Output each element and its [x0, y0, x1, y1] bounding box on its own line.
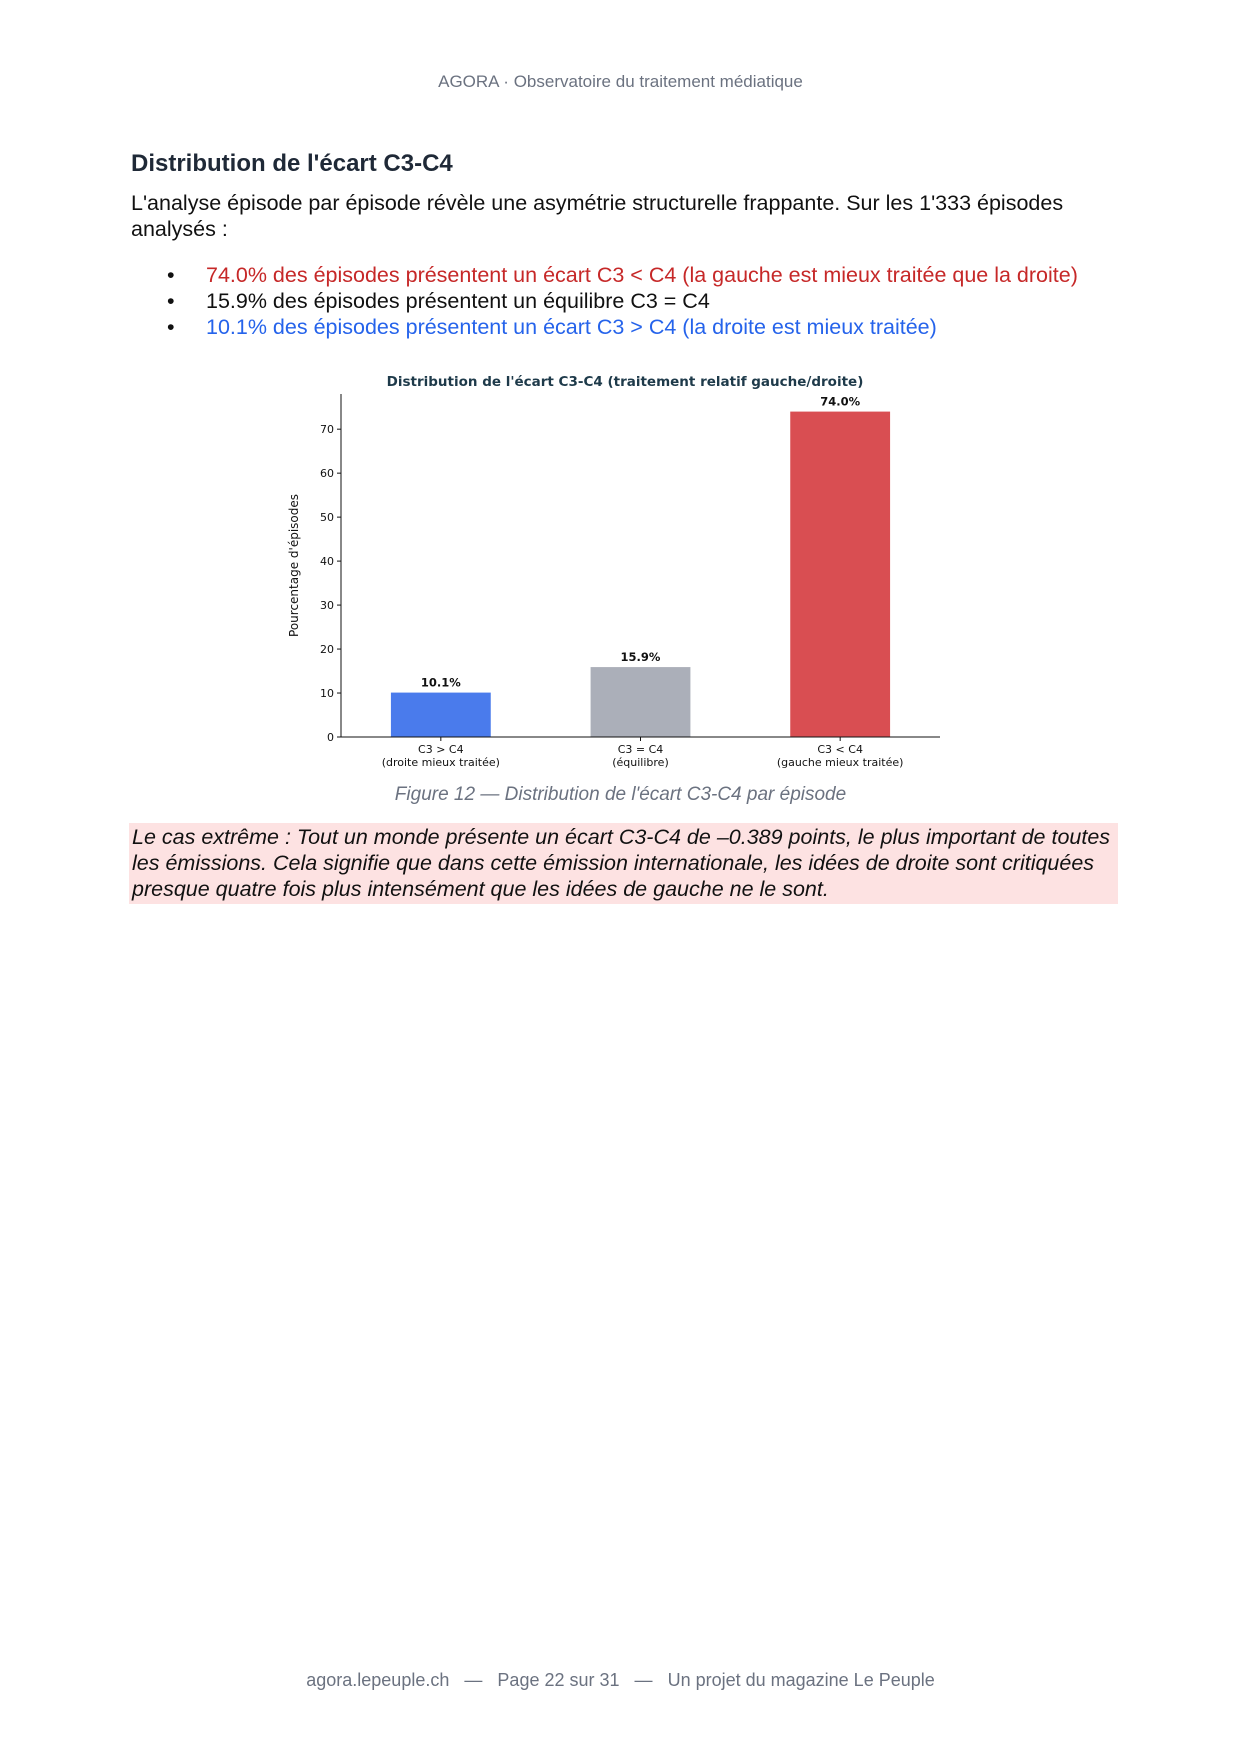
x-tick-sublabel: (équilibre): [612, 756, 669, 769]
y-tick-label: 10: [320, 687, 334, 701]
bar: [591, 667, 691, 737]
y-axis-ticks: [320, 423, 341, 744]
x-tick-label: C3 > C4: [418, 743, 464, 756]
bar-value-label: 10.1%: [420, 675, 461, 690]
stats-list: [131, 262, 1091, 340]
list-item: [131, 288, 1091, 314]
bullet-icon: •: [167, 289, 175, 313]
y-tick-label: 0: [327, 731, 334, 744]
y-tick-label: 60: [320, 467, 334, 481]
x-tick-sublabel: (droite mieux traitée): [381, 756, 500, 769]
figure-caption: Figure 12 — Distribution de l'écart C3-C4 par épisode: [394, 784, 847, 805]
intro-paragraph: L'analyse épisode par épisode révèle une asymétrie structurelle frappante. Sur les 1'333 épisodes analysés :: [131, 191, 1064, 241]
bar: [790, 412, 890, 737]
list-item-text: 74.0% des épisodes présentent un écart C3 < C4 (la gauche est mieux traitée que la droite): [206, 263, 1078, 287]
bullet-icon: •: [167, 315, 175, 339]
footer-separator: —: [464, 1670, 483, 1690]
y-tick-label: 50: [320, 511, 334, 525]
list-item-text: 15.9% des épisodes présentent un équilibre C3 = C4: [206, 289, 710, 313]
chart-svg: [280, 372, 960, 777]
y-tick-label: 70: [320, 423, 334, 437]
bar-chart: [280, 372, 960, 777]
bullet-icon: •: [167, 263, 175, 287]
x-tick-label: C3 < C4: [817, 743, 863, 756]
list-item: [131, 262, 1091, 288]
y-tick-label: 20: [320, 643, 334, 657]
x-axis-ticks: [382, 737, 904, 769]
x-tick-label: C3 = C4: [617, 743, 664, 756]
footer-project: Un projet du magazine Le Peuple: [667, 1670, 935, 1690]
running-header: AGORA · Observatoire du traitement médiatique: [438, 72, 803, 91]
bar-value-label: 15.9%: [620, 650, 661, 665]
highlight-callout: Le cas extrême : Tout un monde présente un écart C3-C4 de –0.389 points, le plus important de toutes les émissions. Cela signifie que dans cette émission internationale, les idées de droite sont critiquées presque quatre fois plus intensément que les idées de gauche ne le sont.: [129, 823, 1118, 904]
x-tick-sublabel: (gauche mieux traitée): [776, 756, 904, 769]
list-item-text: 10.1% des épisodes présentent un écart C3 > C4 (la droite est mieux traitée): [206, 315, 937, 339]
footer-separator: —: [634, 1670, 653, 1690]
chart-title: Distribution de l'écart C3-C4 (traitement relatif gauche/droite): [386, 374, 864, 390]
section-title: Distribution de l'écart C3-C4: [131, 150, 453, 177]
footer-site-link[interactable]: agora.lepeuple.ch: [306, 1670, 450, 1690]
y-tick-label: 30: [320, 599, 334, 613]
bars: [391, 395, 890, 737]
bar: [391, 693, 491, 737]
y-axis-label: Pourcentage d'épisodes: [287, 494, 301, 637]
footer-page-number: Page 22 sur 31: [497, 1670, 620, 1690]
y-tick-label: 40: [320, 555, 334, 569]
bar-value-label: 74.0%: [820, 394, 861, 409]
list-item: [131, 314, 1091, 340]
page-footer: [0, 1670, 1241, 1691]
